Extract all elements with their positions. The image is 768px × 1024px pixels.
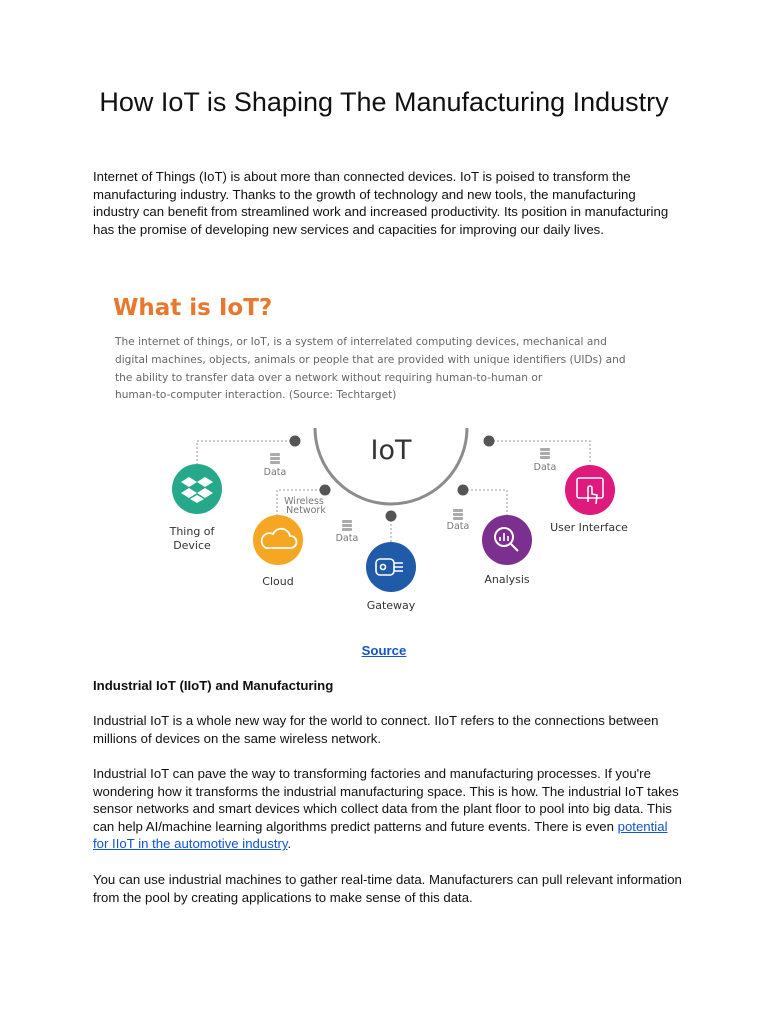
intro-paragraph: Internet of Things (IoT) is about more than connected devices. IoT is poised to transform the manufacturing industry. Thanks to the growth of technology and new tools, the manufacturing industry can benefit from streamlined work and increased productivity. Its position in manufacturing has the promise of developing new services and capacities for improving our daily lives. (93, 169, 669, 237)
analysis-label: Analysis (484, 573, 530, 586)
iot-diagram (93, 278, 675, 618)
user-interface-node (565, 465, 615, 515)
wireless-label: Wireless (284, 496, 324, 507)
user-interface-label: User Interface (550, 521, 628, 534)
figure-description-line: human-to-computer interaction. (Source: Techtarget) (115, 389, 397, 401)
database-icon (453, 509, 463, 520)
database-icon (270, 453, 280, 464)
figure-description-line: The internet of things, or IoT, is a system of interrelated computing devices, mechanical and (115, 336, 607, 348)
wireless-label: Network (286, 505, 326, 516)
figure-description-line: the ability to transfer data over a network without requiring human-to-human or (115, 372, 543, 384)
iot-figure (93, 278, 675, 618)
cloud-label: Cloud (262, 575, 294, 588)
database-icon (342, 520, 352, 531)
gateway-label: Gateway (366, 599, 416, 612)
figure-title: What is IoT? (113, 295, 273, 321)
source-link-wrapper (0, 642, 768, 659)
paragraph-iiot-intro: Industrial IoT is a whole new way for the world to connect. IIoT refers to the connections between millions of devices on the same wireless network. (93, 713, 659, 746)
thing-label: Thing of (169, 525, 215, 538)
source-link[interactable]: Source (361, 643, 407, 658)
paragraph-iiot-transform (93, 765, 683, 853)
thing-label: Device (173, 539, 211, 552)
automotive-iiot-link[interactable]: potential for IIoT in the automotive industry (93, 818, 668, 852)
figure-description-line: digital machines, objects, animals or people that are provided with unique identifiers (UIDs) and (115, 354, 626, 366)
analysis-node (482, 515, 532, 565)
iot-center-label: IoT (370, 435, 412, 466)
thing-node (172, 464, 222, 514)
database-icon (540, 448, 550, 459)
paragraph-text: Industrial IoT can pave the way to transforming factories and manufacturing processes. If you're wondering how it transforms the industrial manufacturing space. This is how. The industrial IoT takes sensor networks and smart devices which collect data from the plant floor to pool into big data. This can help AI/machine learning algorithms predict patterns and future events. There is even (93, 766, 679, 834)
section-heading: Industrial IoT (IIoT) and Manufacturing (93, 678, 334, 693)
page-title: How IoT is Shaping The Manufacturing Industry (99, 87, 669, 117)
data-label: Data (533, 462, 557, 473)
paragraph-realtime-data: You can use industrial machines to gather real-time data. Manufacturers can pull relevant information from the pool by creating applications to make sense of this data. (93, 872, 682, 905)
paragraph-end: . (287, 836, 292, 852)
data-label: Data (335, 533, 359, 544)
data-label: Data (446, 521, 470, 532)
data-label: Data (263, 467, 287, 478)
gateway-node (366, 542, 416, 592)
